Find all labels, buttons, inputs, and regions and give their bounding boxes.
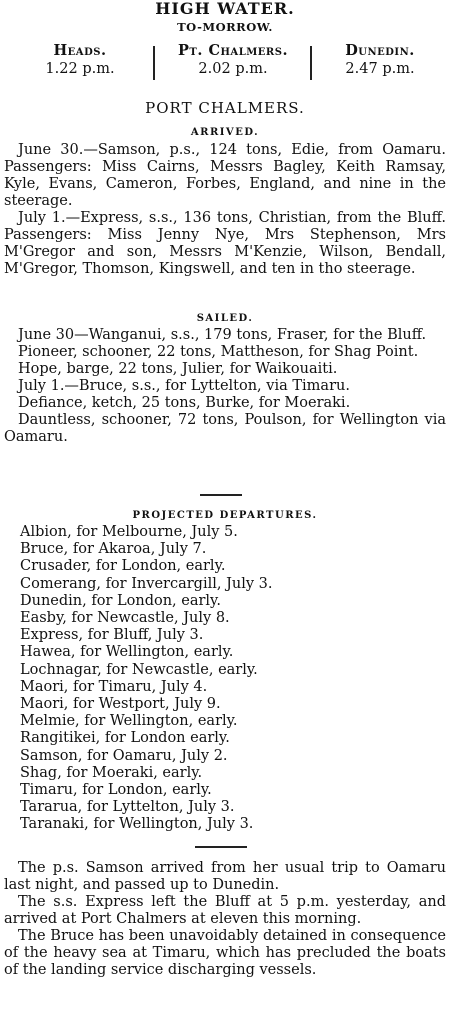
departure-item: Melmie, for Wellington, early.: [20, 713, 238, 730]
tide-time: 2.02 p.m.: [198, 61, 268, 77]
departure-item: Hawea, for Wellington, early.: [20, 644, 234, 661]
departure-item: Easby, for Newcastle, July 8.: [20, 610, 230, 627]
tide-dunedin: [320, 42, 440, 78]
news-paragraph: The p.s. Samson arrived from her usual trip to Oamaru last night, and passed up to Dunedin.: [4, 860, 446, 893]
news-paragraph: The Bruce has been unavoidably detained in consequence of the heavy sea at Timaru, which has precluded the boats of the landing service discharging vessels.: [4, 928, 446, 978]
departure-item: Taranaki, for Wellington, July 3.: [20, 816, 254, 833]
sailing-entry: Pioneer, schooner, 22 tons, Mattheson, for Shag Point.: [18, 344, 419, 360]
departure-item: Lochnagar, for Newcastle, early.: [20, 661, 258, 678]
departure-item: Dunedin, for London, early.: [20, 592, 221, 609]
sailing-entry: Hope, barge, 22 tons, Julier, for Waikouaiti.: [18, 361, 338, 377]
departures-list: [20, 524, 440, 834]
departure-item: Maori, for Westport, July 9.: [20, 696, 221, 713]
departure-item: Rangitikei, for London early.: [20, 730, 230, 747]
tide-port-chalmers: [158, 42, 308, 78]
divider: [153, 46, 155, 80]
tide-table: [0, 42, 450, 84]
sailed-entries: [4, 327, 446, 446]
arrival-entry: June 30.—Samson, p.s., 124 tons, Edie, from Oamaru. Passengers: Miss Cairns, Messrs Bagley, Keith Ramsay, Kyle, Evans, Cameron, Forbes, England, and nine in the steerage.: [4, 142, 446, 209]
sailing-entry: June 30—Wanganui, s.s., 179 tons, Fraser, for the Bluff.: [18, 327, 427, 343]
tide-heads: [30, 42, 130, 78]
departure-item: Shag, for Moeraki, early.: [20, 764, 203, 781]
high-water-subtitle: TO-MORROW.: [177, 20, 273, 34]
sailing-entry: Defiance, ketch, 25 tons, Burke, for Moeraki.: [18, 395, 351, 411]
arrived-entries: [4, 142, 446, 278]
sailed-heading: SAILED.: [196, 313, 254, 324]
sailing-entry: July 1.—Bruce, s.s., for Lyttelton, via Timaru.: [18, 378, 350, 394]
departure-item: Crusader, for London, early.: [20, 558, 226, 575]
arrived-heading: ARRIVED.: [190, 127, 260, 138]
departure-item: Timaru, for London, early.: [20, 782, 212, 799]
departure-item: Comerang, for Invercargill, July 3.: [20, 575, 273, 592]
tide-place: Dunedin.: [345, 42, 415, 59]
section-rule: [195, 846, 247, 848]
departures-heading: PROJECTED DEPARTURES.: [132, 510, 318, 521]
departure-item: Tararua, for Lyttelton, July 3.: [20, 799, 235, 816]
section-rule: [200, 494, 242, 496]
port-chalmers-title: PORT CHALMERS.: [145, 99, 305, 117]
tide-place: Heads.: [53, 42, 107, 59]
arrival-entry: July 1.—Express, s.s., 136 tons, Christian, from the Bluff. Passengers: Miss Jenny Nye, Mrs Stephenson, Mrs M'Gregor and son, Messrs M'Kenzie, Wilson, Bendall, M'Gregor, Thomson, Kingswell, and ten in tho steerage.: [4, 210, 446, 277]
tide-time: 1.22 p.m.: [45, 61, 115, 77]
tide-time: 2.47 p.m.: [345, 61, 415, 77]
departure-item: Albion, for Melbourne, July 5.: [20, 524, 238, 540]
departure-item: Samson, for Oamaru, July 2.: [20, 747, 228, 764]
departure-item: Maori, for Timaru, July 4.: [20, 678, 208, 695]
high-water-title: HIGH WATER.: [155, 0, 295, 18]
divider: [310, 46, 312, 80]
tide-place: Pt. Chalmers.: [178, 42, 288, 59]
departure-item: Express, for Bluff, July 3.: [20, 627, 204, 644]
departure-item: Bruce, for Akaroa, July 7.: [20, 541, 207, 558]
shipping-news: [4, 860, 446, 979]
news-paragraph: The s.s. Express left the Bluff at 5 p.m. yesterday, and arrived at Port Chalmers at eleven this morning.: [4, 894, 446, 927]
sailing-entry: Dauntless, schooner, 72 tons, Poulson, for Wellington via Oamaru.: [4, 412, 446, 445]
